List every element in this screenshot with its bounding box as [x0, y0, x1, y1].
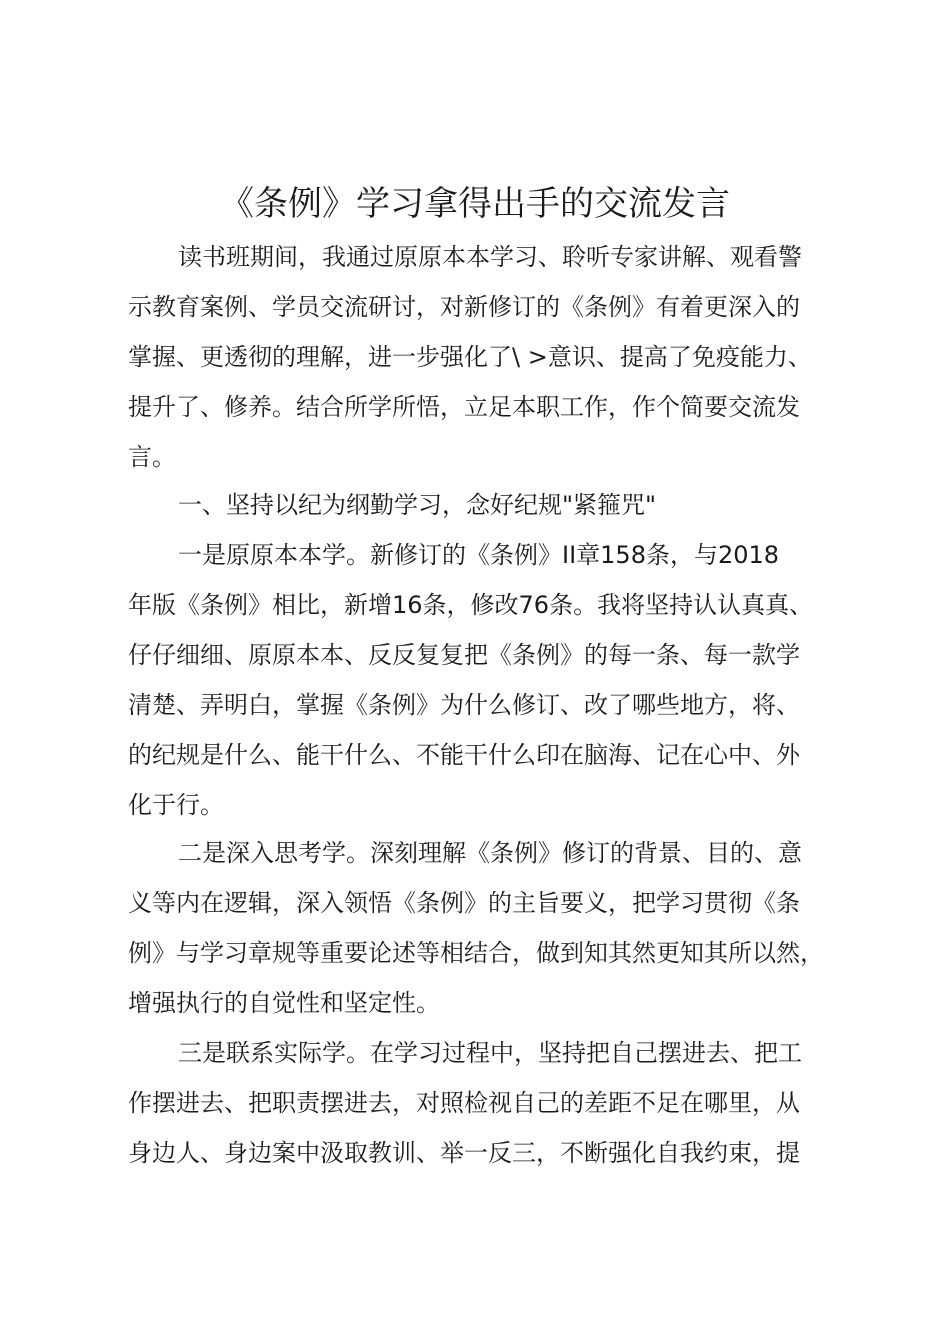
paragraph-line: 二是深入思考学。深刻理解《条例》修订的背景、目的、意 — [178, 839, 802, 867]
paragraph-line: 化于行。 — [128, 791, 224, 819]
paragraph-line: 提升了、修养。结合所学所悟，立足本职工作，作个简要交流发 — [128, 393, 800, 421]
paragraph-line: 三是联系实际学。在学习过程中，坚持把自己摆进去、把工 — [178, 1039, 802, 1067]
paragraph-line: 言。 — [128, 443, 176, 471]
paragraph-study-original — [128, 530, 868, 830]
paragraph-line: 仔仔细细、原原本本、反反复复把《条例》的每一条、每一款学 — [128, 641, 800, 669]
section-heading — [128, 480, 868, 530]
paragraph-line: 身边人、身边案中汲取教训、举一反三，不断强化自我约束，提 — [128, 1139, 800, 1167]
paragraph-line: 作摆进去、把职责摆进去，对照检视自己的差距不足在哪里，从 — [128, 1089, 800, 1117]
paragraph-line: 义等内在逻辑，深入领悟《条例》的主旨要义，把学习贯彻《条 — [128, 889, 800, 917]
paragraph-line: 增强执行的自觉性和坚定性。 — [128, 989, 440, 1017]
paragraph-line: 的纪规是什么、能干什么、不能干什么印在脑海、记在心中、外 — [128, 741, 800, 769]
paragraph-line: 例》与学习章规等重要论述等相结合，做到知其然更知其所以然， — [128, 939, 824, 967]
paragraph-intro — [128, 232, 868, 482]
document-title: 《条例》学习拿得出手的交流发言 — [220, 184, 730, 224]
paragraph-line: 一是原原本本学。新修订的《条例》II章158条，与2018 — [178, 541, 780, 569]
paragraph-line: 示教育案例、学员交流研讨，对新修订的《条例》有着更深入的 — [128, 293, 800, 321]
section-heading-text: 一、坚持以纪为纲勤学习，念好纪规"紧箍咒" — [178, 491, 657, 519]
paragraph-study-deep — [128, 828, 868, 1028]
paragraph-study-practice — [128, 1028, 868, 1178]
paragraph-line: 读书班期间，我通过原原本本学习、聆听专家讲解、观看警 — [178, 243, 802, 271]
paragraph-line: 掌握、更透彻的理解，进一步强化了\ >意识、提高了免疫能力、 — [128, 343, 812, 371]
paragraph-line: 清楚、弄明白，掌握《条例》为什么修订、改了哪些地方，将、 — [128, 691, 800, 719]
paragraph-line: 年版《条例》相比，新增16条，修改76条。我将坚持认认真真、 — [128, 591, 814, 619]
